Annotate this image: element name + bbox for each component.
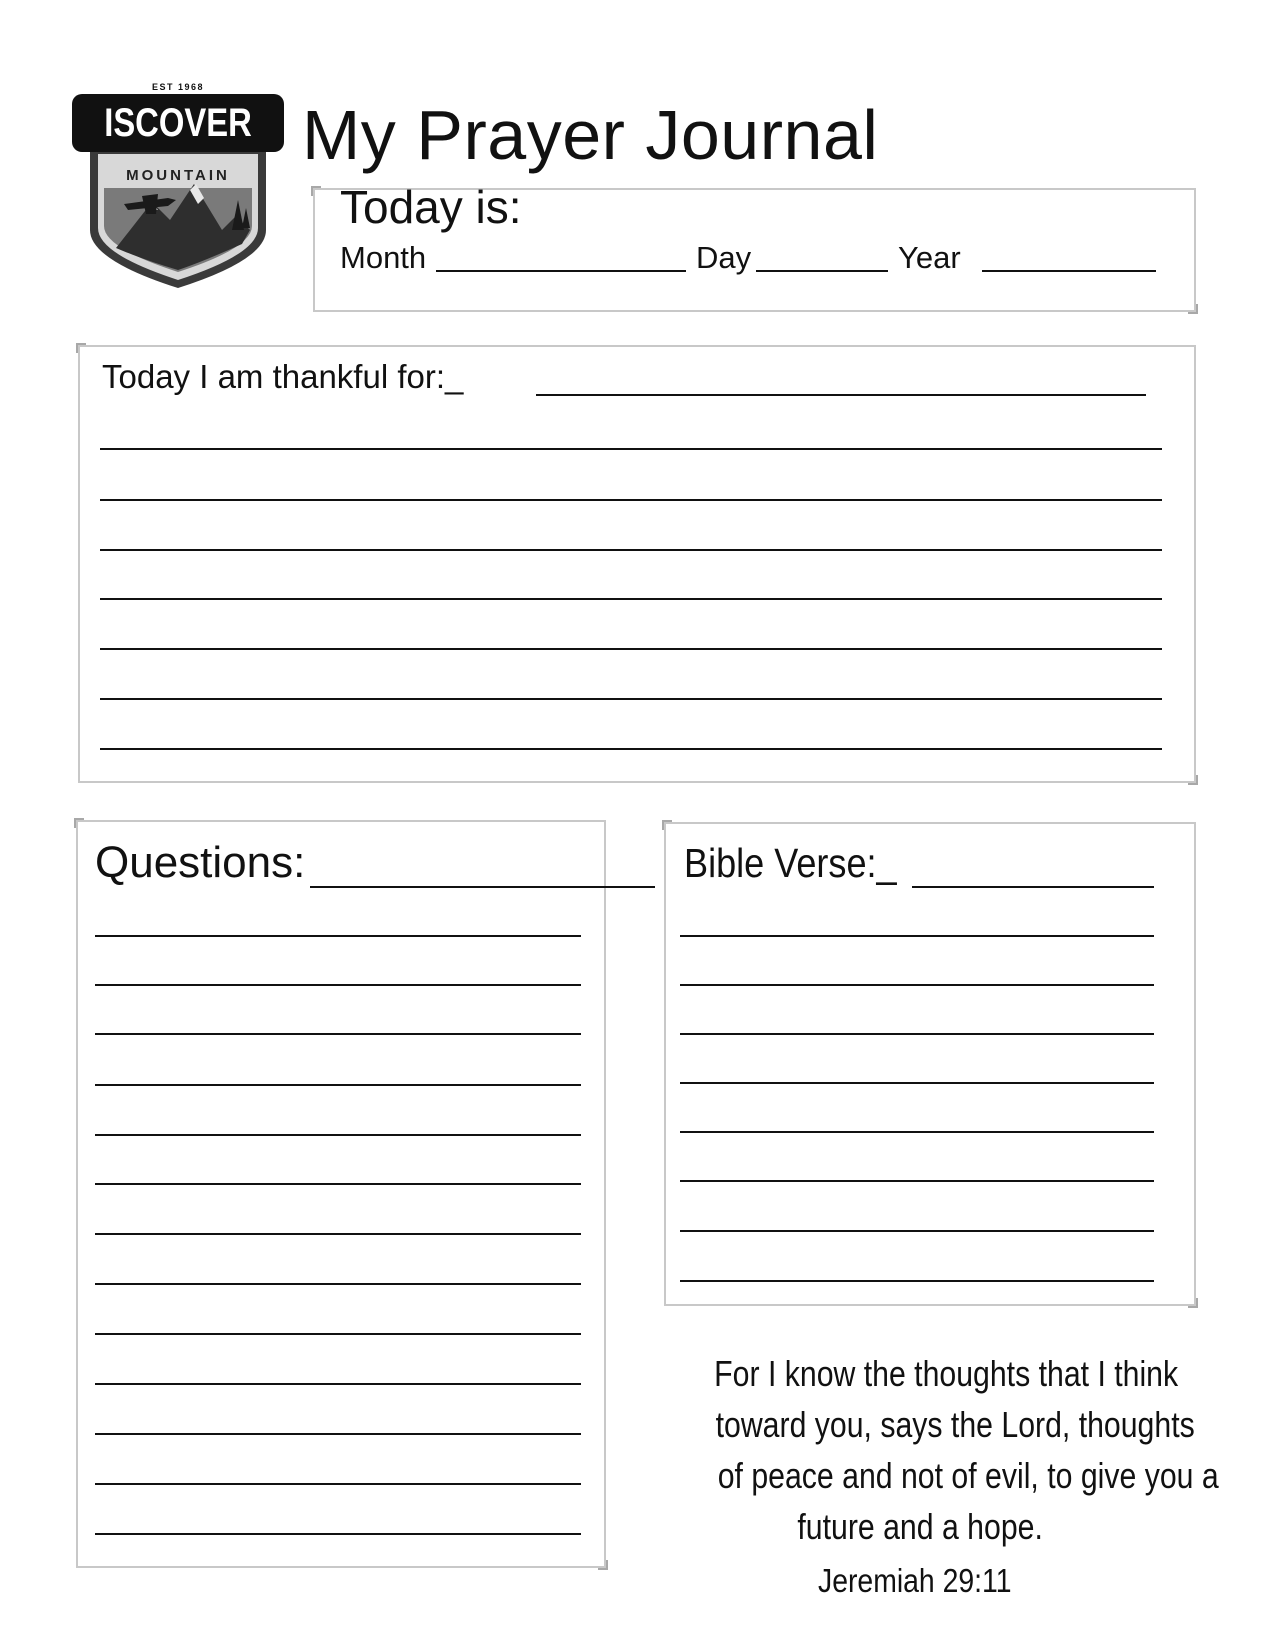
year-field[interactable] [982, 270, 1156, 272]
questions-line[interactable] [95, 1333, 581, 1335]
bible-verse-line[interactable] [680, 1131, 1154, 1133]
verse-line: of peace and not of evil, to give you a [717, 1455, 1219, 1496]
thankful-line[interactable] [100, 499, 1162, 501]
questions-line[interactable] [95, 1084, 581, 1086]
questions-line[interactable] [95, 1183, 581, 1185]
bible-verse-label: Bible Verse:_ [684, 840, 897, 886]
questions-line[interactable] [95, 935, 581, 937]
date-heading: Today is: [340, 181, 522, 233]
verse-line: For I know the thoughts that I think [714, 1353, 1179, 1394]
logo-subtitle: MOUNTAIN [126, 167, 230, 184]
mountain-badge-icon [72, 80, 284, 290]
questions-line[interactable] [95, 1033, 581, 1035]
thankful-line[interactable] [100, 549, 1162, 551]
questions-line[interactable] [95, 1283, 581, 1285]
questions-label: Questions: [95, 838, 306, 887]
thankful-line[interactable] [100, 748, 1162, 750]
thankful-line[interactable] [100, 698, 1162, 700]
bible-verse-line[interactable] [912, 886, 1154, 888]
thankful-box [78, 345, 1196, 783]
questions-line[interactable] [95, 984, 581, 986]
questions-line[interactable] [95, 1233, 581, 1235]
day-field[interactable] [756, 270, 888, 272]
bible-verse-line[interactable] [680, 1082, 1154, 1084]
day-label: Day [696, 240, 752, 275]
logo-wordmark: ISCOVER [104, 99, 252, 145]
questions-line[interactable] [95, 1383, 581, 1385]
page-title: My Prayer Journal [302, 96, 879, 174]
bible-verse-box [664, 822, 1196, 1306]
thankful-label: Today I am thankful for:_ [102, 358, 464, 395]
thankful-line[interactable] [100, 598, 1162, 600]
logo-est: EST 1968 [151, 82, 205, 92]
verse-line: toward you, says the Lord, thoughts [715, 1404, 1195, 1445]
bible-verse-line[interactable] [680, 984, 1154, 986]
questions-line[interactable] [310, 886, 655, 888]
verse-quote [670, 1348, 1219, 1552]
year-label: Year [898, 240, 961, 275]
questions-box [76, 820, 606, 1568]
verse-line: future and a hope. [797, 1506, 1043, 1547]
questions-line[interactable] [95, 1134, 581, 1136]
verse-reference: Jeremiah 29:11 [818, 1562, 1012, 1599]
questions-line[interactable] [95, 1533, 581, 1535]
bible-verse-line[interactable] [680, 1033, 1154, 1035]
thankful-line[interactable] [100, 448, 1162, 450]
bible-verse-line[interactable] [680, 1180, 1154, 1182]
bible-verse-line[interactable] [680, 935, 1154, 937]
month-field[interactable] [436, 270, 686, 272]
month-label: Month [340, 240, 427, 275]
questions-line[interactable] [95, 1433, 581, 1435]
bible-verse-line[interactable] [680, 1280, 1154, 1282]
thankful-line[interactable] [536, 394, 1146, 396]
thankful-line[interactable] [100, 648, 1162, 650]
bible-verse-line[interactable] [680, 1230, 1154, 1232]
questions-line[interactable] [95, 1483, 581, 1485]
